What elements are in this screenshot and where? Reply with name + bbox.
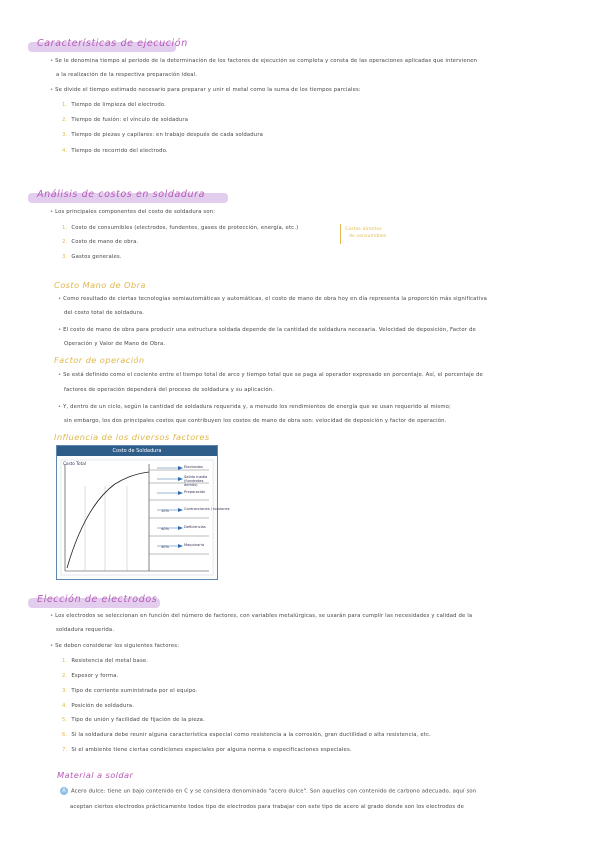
list-item: 3. Tipo de corriente suministrada por el equipo. xyxy=(62,688,198,694)
side-note: Costos directos de consumibles xyxy=(340,224,399,244)
figure-label: Maquinaria xyxy=(184,543,205,547)
list-item: 3. Tiempo de piezas y capilares: en trabajo después de cada soldadura xyxy=(62,132,264,138)
figure-label: Preparación xyxy=(184,490,206,494)
list-item: 2. Costo de mano de obra. xyxy=(62,239,139,245)
list-item: 4. Tiempo de recorrido del electrodo. xyxy=(62,148,168,154)
paragraph-line: • Y, dentro de un ciclo, según la cantidad de soldadura requerida y, a menudo los rendimientos de energía que se usan requerido al mismo; xyxy=(58,404,451,410)
paragraph-line: A Acero dulce: tiene un bajo contenido en C y se considera denominado "acero dulce". Son aquellos con contenido de carbono adecuado, aquí son xyxy=(60,787,476,796)
list-item: 4. Posición de soldadura. xyxy=(62,703,135,709)
subsection-title-material-soldar: Material a soldar xyxy=(57,770,134,780)
paragraph-line: • Se divide el tiempo estimado necesario para preparar y unir el metal como la suma de los tiempos parciales: xyxy=(50,87,361,93)
subsection-title-factor-operacion: Factor de operación xyxy=(54,355,145,365)
paragraph-line: del costo total de soldadura. xyxy=(64,310,145,316)
subsection-title-influencia: Influencia de los diversos factores xyxy=(54,432,210,442)
figure-title: Costo de Soldadura xyxy=(57,446,217,456)
list-item: 1. Resistencia del metal base. xyxy=(62,658,149,664)
paragraph-line: • Se está definido como el cociente entre el tiempo total de arco y tiempo total que se paga al operador expresado en porcentaje. Así, el porcentaje de xyxy=(58,372,483,378)
list-item: 1. Tiempo de limpieza del electrodo. xyxy=(62,102,167,108)
badge-a: A xyxy=(60,787,68,795)
subsection-title-mano-obra: Costo Mano de Obra xyxy=(54,280,146,290)
list-item: 5. Tipo de unión y facilidad de fijación de la pieza. xyxy=(62,717,205,723)
paragraph-line: sin embargo, los dos principales costos que contribuyen los costos de mano de obra son: velocidad de deposición y factor de operación. xyxy=(64,418,447,424)
figure-left-label: Costo Total xyxy=(63,461,86,466)
paragraph-line: • El costo de mano de obra para producir una estructura soldada depende de la cantidad de soldadura necesaria. Velocidad de deposición, Factor de xyxy=(58,327,476,333)
section-title-caracteristicas: Características de ejecución xyxy=(37,38,188,49)
figure-pct-label: 30% xyxy=(161,545,169,549)
cost-figure xyxy=(56,445,230,580)
list-item: 2. Espesor y forma. xyxy=(62,673,119,679)
paragraph-line: Operación y Valor de Mano de Obra. xyxy=(64,341,166,347)
paragraph-line: • Se le denomina tiempo al periodo de la determinación de los factores de ejecución se completa y consta de las operaciones aplicadas que intervienen xyxy=(50,58,478,64)
figure-pct-label: 10% xyxy=(161,509,169,513)
figure-pct-label: 40% xyxy=(161,527,169,531)
list-item: 6. Si la soldadura debe reunir alguna característica especial como resistencia a la corrosión, gran ductilidad o alta resistencia, etc. xyxy=(62,732,431,738)
paragraph-line: • Los principales componentes del costo de soldadura son: xyxy=(50,209,216,215)
section-title-eleccion-electrodos: Elección de electrodos xyxy=(37,594,158,605)
paragraph-line: a la realización de la respectiva preparación ideal. xyxy=(56,72,198,78)
paragraph-line: • Se deben considerar los siguientes factores: xyxy=(50,643,180,649)
figure-label: Electrodos xyxy=(184,465,203,469)
list-item: 1. Costo de consumibles (electrodos, fundentes, gases de protección, energía, etc.) xyxy=(62,225,299,231)
list-item: 2. Tiempo de fusión: el vínculo de soldadura xyxy=(62,117,189,123)
list-item: 7. Si el ambiente tiene ciertas condiciones especiales por alguna norma o especificaciones especiales. xyxy=(62,747,352,753)
paragraph-line: • Como resultado de ciertas tecnologías semiautomáticas y automáticas, el costo de mano de obra hoy en día representa la proporción más significativa xyxy=(58,296,488,302)
figure-label: Salida media (fundentes demás) xyxy=(184,475,208,487)
figure-label: Contracciones / torsiones xyxy=(184,507,230,511)
list-item: 3. Gastos generales. xyxy=(62,254,122,260)
figure-label: Deficiencias xyxy=(184,525,206,529)
section-title-analisis-costos: Análisis de costos en soldadura xyxy=(37,189,206,200)
paragraph-line: aceptan ciertos electrodos prácticamente todos tipo de electrodos para trabajar con este tipo de acero al grado donde son los electrodos de xyxy=(70,804,464,810)
paragraph-line: soldadura requerida. xyxy=(56,627,115,633)
paragraph-line: factores de operación dependerá del proceso de soldadura y su aplicación. xyxy=(64,387,275,393)
paragraph-line: • Los electrodos se seleccionan en función del número de factores, con variables metalúrgicas, se usarán para cumplir las necesidades y calidad de la xyxy=(50,613,473,619)
